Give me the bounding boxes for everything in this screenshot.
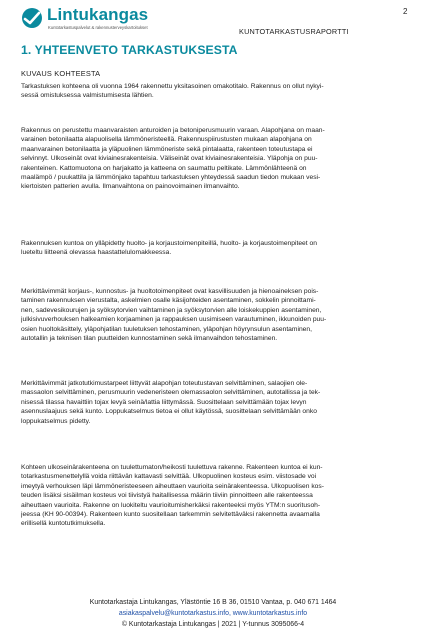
text-line: varainen betonilaatta alapuolisella lämmöneristeellä. Rakennuspiirustusten mukaan alapohjana on (21, 136, 312, 144)
text-line: osien huoltokäsittely, yläpohjatilan tuuletuksen tehostaminen, yläpohjan höyrynsulun asentaminen, (21, 325, 312, 333)
paragraph-maintenance (21, 239, 413, 258)
text-line: maanvarainen betonilaatta ja yläpuolinen lämmöneriste sekä pintalaatta, rakenteen toteutustapa ei (21, 145, 313, 153)
text-line: rakenteinen. Kattomuotona on harjakatto ja katteena on saumattu peltikate. Lämmönlähteenä on (21, 164, 307, 172)
text-line: erillisellä kuntotutkimuksella. (21, 520, 106, 528)
text-line: Merkittävimmät korjaus-, kunnostus- ja huoltotoimenpiteet ovat kasvillisuuden ja hienoaineksen pois- (21, 288, 319, 295)
text-line: asennuslaajuus sekä kunto. Loppukatselmus tietoa ei ollut käytössä, suosittelaan selvittämään onko (21, 408, 317, 416)
brand-tagline: Kuntotarkastuspalvelut & rakennusterveyskartoitukset (48, 25, 148, 30)
footer-copyright: © Kuntotarkastaja Lintukangas | 2021 | Y-tunnus 3095066-4 (121, 621, 305, 628)
text-line: Rakennus on perustettu maanvaraisten anturoiden ja betoniperusmuurin varaan. Alapohjana on maan- (21, 127, 325, 134)
paragraph-further-studies (21, 379, 413, 426)
text-line: selvinnyt. Ulkoseinät ovat kiviainesrakenteisia. Väliseinät ovat kiviainesrakenteisia. Yläpohja on puu- (21, 155, 318, 163)
text-line: nen, sadevesikourujen ja syöksytorvien vaihtaminen ja syöksytorvien alle loiskekuppien asentaminen, (21, 306, 322, 314)
text-line: maalämpö / puukattila ja lämmönjako tapahtuu tarkastuksen yhteydessä saadun tiedon mukaan vesi- (21, 174, 321, 182)
text-line: Kohteen ulkoseinärakenteena on tuulettumaton/heikosti tuulettuva rakenne. Rakenteen kuntoa ei kun- (21, 464, 323, 471)
paragraph-repairs (21, 287, 413, 343)
report-title: KUNTOTARKASTUSRAPORTTI (239, 27, 349, 36)
text-line: julkisivuverhouksen halkeamien korjaaminen ja rappauksen uusimiseen varautuminen, ikkunoiden puu- (21, 316, 327, 324)
text-line: aiheuttaen vaurioita. Rakenne on luokiteltu vaurioitumisherkäksi rakenteeksi myös YTM:n suoritusoh- (21, 501, 321, 509)
text-line: jeessa (KH 90-00394). Rakenteen kunto suositellaan tarkemmin selvitettäväksi rakennetta avaamalla (21, 511, 320, 519)
text-line: massaolon selvittäminen, perusmuurin vedeneristeen olemassaolon selvittäminen, autotallissa ja tek- (21, 389, 321, 397)
footer-contact-links[interactable]: asiakaspalvelu@kuntotarkastus.info, www.kuntotarkastus.info (118, 610, 308, 617)
company-logo (21, 6, 161, 36)
paragraph-building-age (21, 82, 413, 101)
paragraph-structures (21, 126, 413, 192)
text-line: kiertoisten patterien avulla. Ilmanvaihtona on painovoimainen ilmanvaihto. (21, 183, 240, 191)
text-line: loppukatselmus pidetty. (21, 417, 91, 425)
paragraph-wall-structure (21, 463, 413, 529)
text-line: Rakennuksen kuntoa on ylläpidetty huolto- ja korjaustoimenpiteillä, huolto- ja korjaustoimenpiteet on (21, 240, 317, 247)
text-line: sessä omistuksessa valmistumisesta lähtien. (21, 92, 154, 100)
text-line: totarkastusmenettelyllä voida riittävän kattavasti selvittää. Ulkopuolinen kosteus esim. viistosade voi (21, 473, 317, 481)
brand-name: Lintukangas (47, 5, 149, 24)
section-heading: 1. YHTEENVETO TARKASTUKSESTA (21, 43, 238, 57)
text-line: teuden lisäksi sisäilman kosteus voi tiivistyä haitallisessa määrin tiiviin pinnoitteen alle rakenteessa (21, 492, 313, 500)
text-line: autotallin ja teknisen tilan puutteiden kunnostaminen sekä ilmanvaihdon tehostaminen. (21, 335, 278, 343)
footer-address: Kuntotarkastaja Lintukangas, Ylästöntie 16 B 36, 01510 Vantaa, p. 040 671 1464 (89, 599, 337, 606)
text-line: taminen rakennuksen vierustalta, askelmien osalle käsijohteiden asentaminen, sokkelin pinnoittami- (21, 297, 316, 305)
text-line: lueteltu liitteenä olevassa haastattelulomakkeessa. (21, 249, 172, 257)
text-line: nisessä tilassa havaittiin tojax levyä seinä/lattia liittymässä. Suosittelaan selvittämään tojax levyn (21, 398, 307, 406)
text-line: Merkittävimmät jatkotutkimustarpeet liittyvät alapohjan toteutustavan selvittäminen, salaojien ole- (21, 380, 308, 387)
logo-mark-icon (21, 7, 43, 29)
text-line: imeytyä verhouksen läpi lämmöneristeeseen aiheuttaen vaurioita seinärakenteessa. Ulkopuolisen kos- (21, 482, 324, 490)
text-line: Tarkastuksen kohteena oli vuonna 1964 rakennettu yksitasoinen omakotitalo. Rakennus on ollut nykyi- (21, 83, 324, 90)
page-number: 2 (403, 7, 408, 16)
section-subheading: KUVAUS KOHTEESTA (21, 69, 101, 78)
